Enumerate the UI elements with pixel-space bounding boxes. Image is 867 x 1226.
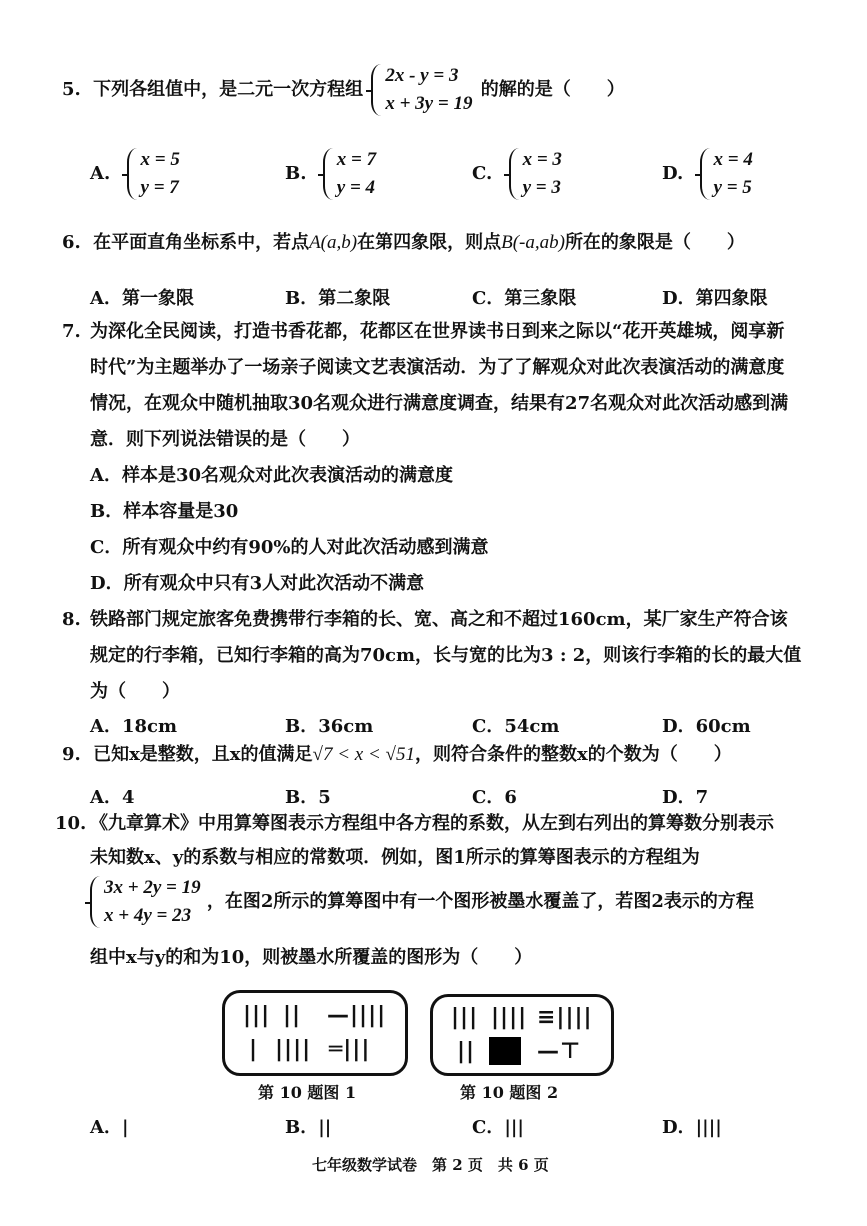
option-eq1: x = 4 xyxy=(713,149,753,170)
q6-option-a: A．第一象限 xyxy=(90,288,194,309)
q10-number: 10. xyxy=(55,813,87,834)
q5-option-a xyxy=(90,146,180,202)
q10-figure-1-caption: 第 10 题图 1 xyxy=(258,1083,357,1102)
ink-blot xyxy=(489,1037,521,1065)
q10-equation-system xyxy=(90,874,201,930)
q8-line-1: 铁路部门规定旅客免费携带行李箱的长、宽、高之和不超过160cm，某厂家生产符合该 xyxy=(90,609,788,630)
q5-option-d xyxy=(662,146,753,202)
q6-text: 在平面直角坐标系中，若点 xyxy=(93,232,310,253)
q5-number: 5. xyxy=(62,79,81,100)
option-eq2: y = 7 xyxy=(140,177,179,198)
q9-stem xyxy=(62,744,732,766)
option-system xyxy=(127,146,180,202)
rod-group: | xyxy=(249,1037,259,1062)
option-letter: A. xyxy=(90,163,111,184)
q7-line-4: 意．则下列说法错误的是（ ） xyxy=(90,429,360,450)
page-footer: 七年级数学试卷 第 2 页 共 6 页 xyxy=(312,1156,549,1174)
option-letter: C. xyxy=(472,163,493,184)
q9-option-a: A．4 xyxy=(90,787,135,808)
rod-group: || xyxy=(283,1003,302,1028)
q9-option-b: B．5 xyxy=(285,787,331,808)
q10-line-4: 组中x与y的和为10，则被墨水所覆盖的图形为（ ） xyxy=(90,947,533,968)
q8-line-3: 为（ ） xyxy=(90,681,180,702)
option-system xyxy=(700,146,753,202)
option-eq1: x = 5 xyxy=(140,149,180,170)
option-eq2: y = 3 xyxy=(522,177,561,198)
q9-text: 已知x是整数，且x的值满足 xyxy=(93,744,313,765)
rod-group: —⊤ xyxy=(537,1039,582,1064)
q9-option-c: C．6 xyxy=(472,787,517,808)
q8-number: 8. xyxy=(62,609,81,630)
q7-line-3: 情况，在观众中随机抽取30名观众进行满意度调查，结果有27名观众对此次活动感到满 xyxy=(90,393,789,414)
q8-option-b: B．36cm xyxy=(285,716,374,737)
q5-option-b xyxy=(285,146,376,202)
q6-option-b: B．第二象限 xyxy=(285,288,391,309)
q6-number: 6. xyxy=(62,232,81,253)
q10-figure-2-caption: 第 10 题图 2 xyxy=(460,1083,559,1102)
option-system xyxy=(323,146,376,202)
option-letter: B. xyxy=(285,163,307,184)
q10-system-line xyxy=(90,874,754,930)
q5-stem xyxy=(62,62,625,118)
q10-option-a: A．| xyxy=(90,1117,129,1138)
q10-option-d: D．|||| xyxy=(662,1117,722,1138)
q10-figure-2 xyxy=(430,994,614,1076)
q10-option-c: C．||| xyxy=(472,1117,524,1138)
option-eq1: x = 3 xyxy=(522,149,562,170)
rod-group: ≡|||| xyxy=(537,1005,593,1030)
option-eq1: x = 7 xyxy=(336,149,377,170)
q8-option-a: A．18cm xyxy=(90,716,178,737)
q7-line-1: 为深化全民阅读，打造书香花都，花都区在世界读书日到来之际以“花开英雄城，阅享新 xyxy=(90,321,785,342)
q6-point-a: A(a,b) xyxy=(309,232,358,253)
q6-option-d: D．第四象限 xyxy=(662,288,768,309)
q5-eq2: x + 3y = 19 xyxy=(385,93,473,114)
q7-number: 7. xyxy=(62,321,81,342)
rod-group: ||| xyxy=(243,1003,271,1028)
q6-text: 所在的象限是（ ） xyxy=(564,232,745,253)
q9-number: 9. xyxy=(62,744,81,765)
rod-group: ═||| xyxy=(329,1037,371,1062)
q5-equation-system xyxy=(371,62,472,118)
option-eq2: y = 4 xyxy=(336,177,376,198)
q10-eq2: x + 4y = 23 xyxy=(104,905,192,926)
q5-prefix: 下列各组值中，是二元一次方程组 xyxy=(93,79,364,100)
q10-line-2: 未知数x、y的系数与相应的常数项．例如，图1所示的算筹图表示的方程组为 xyxy=(90,847,700,868)
q6-stem xyxy=(62,232,745,254)
q5-option-c xyxy=(472,146,562,202)
q10-line-1: 《九章算术》中用算筹图表示方程组中各方程的系数，从左到右列出的算筹数分别表示 xyxy=(90,813,774,834)
option-eq2: y = 5 xyxy=(713,177,752,198)
q5-suffix: 的解的是（ ） xyxy=(480,79,625,100)
q6-option-c: C．第三象限 xyxy=(472,288,577,309)
q10-eq1: 3x + 2y = 19 xyxy=(104,877,201,898)
q6-point-b: B(-a,ab) xyxy=(501,232,565,253)
q6-text: 在第四象限，则点 xyxy=(357,232,502,253)
q5-eq1: 2x - y = 3 xyxy=(385,65,459,86)
rod-group: —|||| xyxy=(327,1003,387,1028)
rod-group: |||| xyxy=(491,1005,528,1030)
q8-option-d: D．60cm xyxy=(662,716,751,737)
option-letter: D. xyxy=(662,163,684,184)
q7-option-d: D．所有观众中只有3人对此次活动不满意 xyxy=(90,573,425,594)
rod-group: |||| xyxy=(275,1037,312,1062)
q8-line-2: 规定的行李箱，已知行李箱的高为70cm，长与宽的比为3 : 2，则该行李箱的长的最大值 xyxy=(90,645,802,666)
q7-option-c: C．所有观众中约有90%的人对此次活动感到满意 xyxy=(90,537,489,558)
q9-text: ，则符合条件的整数x的个数为（ ） xyxy=(414,744,732,765)
q10-line-3: ，在图2所示的算筹图中有一个图形被墨水覆盖了，若图2表示的方程 xyxy=(206,891,754,912)
q9-inequality: √7 < x < √51 xyxy=(312,744,415,765)
q9-option-d: D．7 xyxy=(662,787,709,808)
option-system xyxy=(509,146,562,202)
q10-figure-1 xyxy=(222,990,408,1076)
q7-option-b: B．样本容量是30 xyxy=(90,501,239,522)
q8-option-c: C．54cm xyxy=(472,716,560,737)
q7-option-a: A．样本是30名观众对此次表演活动的满意度 xyxy=(90,465,454,486)
q7-line-2: 时代”为主题举办了一场亲子阅读文艺表演活动．为了了解观众对此次表演活动的满意度 xyxy=(90,357,785,378)
rod-group: ||| xyxy=(451,1005,479,1030)
q10-option-b: B．|| xyxy=(285,1117,332,1138)
rod-group: || xyxy=(457,1039,476,1064)
